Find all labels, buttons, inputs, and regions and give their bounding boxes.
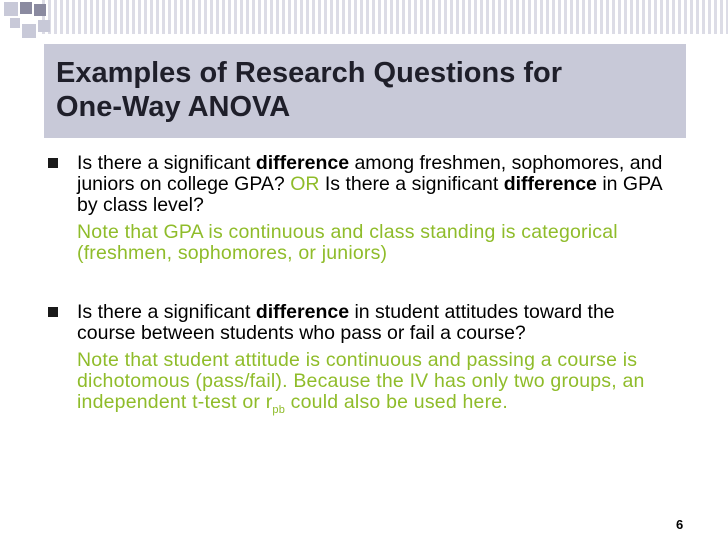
bullet-1-text <box>77 153 668 216</box>
decorative-square <box>38 20 50 32</box>
text-run: in GPA by class level? <box>77 173 662 216</box>
bold-term: difference <box>503 173 597 195</box>
bullet-2 <box>48 302 668 421</box>
decorative-square <box>10 18 20 28</box>
bullet-2-note <box>77 350 668 421</box>
slide-title-line-1: Examples of Research Questions for <box>56 57 563 89</box>
bullet-1-note: Note that GPA is continuous and class standing is categorical (freshmen, sophomores, or juniors) <box>77 221 618 264</box>
decorative-stripes <box>0 0 728 34</box>
text-run: Is there a significant <box>77 301 256 323</box>
text-run: Is there a significant <box>319 173 504 195</box>
note-run: Note that student attitude is continuous and passing a course is dichotomous (pass/fail). Because the IV has only two groups, an independent t-test or r <box>77 349 645 413</box>
bold-term: difference <box>255 152 350 174</box>
decorative-square <box>22 24 36 38</box>
subscript-pb: pb <box>272 403 286 416</box>
bold-term: difference <box>255 301 350 323</box>
text-run: in student attitudes toward the course between students who pass or fail a course? <box>77 301 615 344</box>
decorative-square <box>4 2 18 16</box>
text-run: among freshmen, sophomores, and juniors on college GPA? <box>77 152 663 195</box>
bullet-marker <box>48 158 58 168</box>
or-keyword: OR <box>290 173 320 195</box>
note-run: could also be used here. <box>285 391 508 413</box>
text-run: Is there a significant <box>77 152 256 174</box>
bullet-2-text <box>77 302 668 344</box>
decorative-square <box>34 4 46 16</box>
decorative-square <box>20 2 32 14</box>
bullet-marker <box>48 307 58 317</box>
bullet-1 <box>48 153 668 264</box>
slide-title-line-2: One-Way ANOVA <box>56 91 291 123</box>
slide-title <box>56 56 686 124</box>
page-number: 6 <box>676 517 684 532</box>
